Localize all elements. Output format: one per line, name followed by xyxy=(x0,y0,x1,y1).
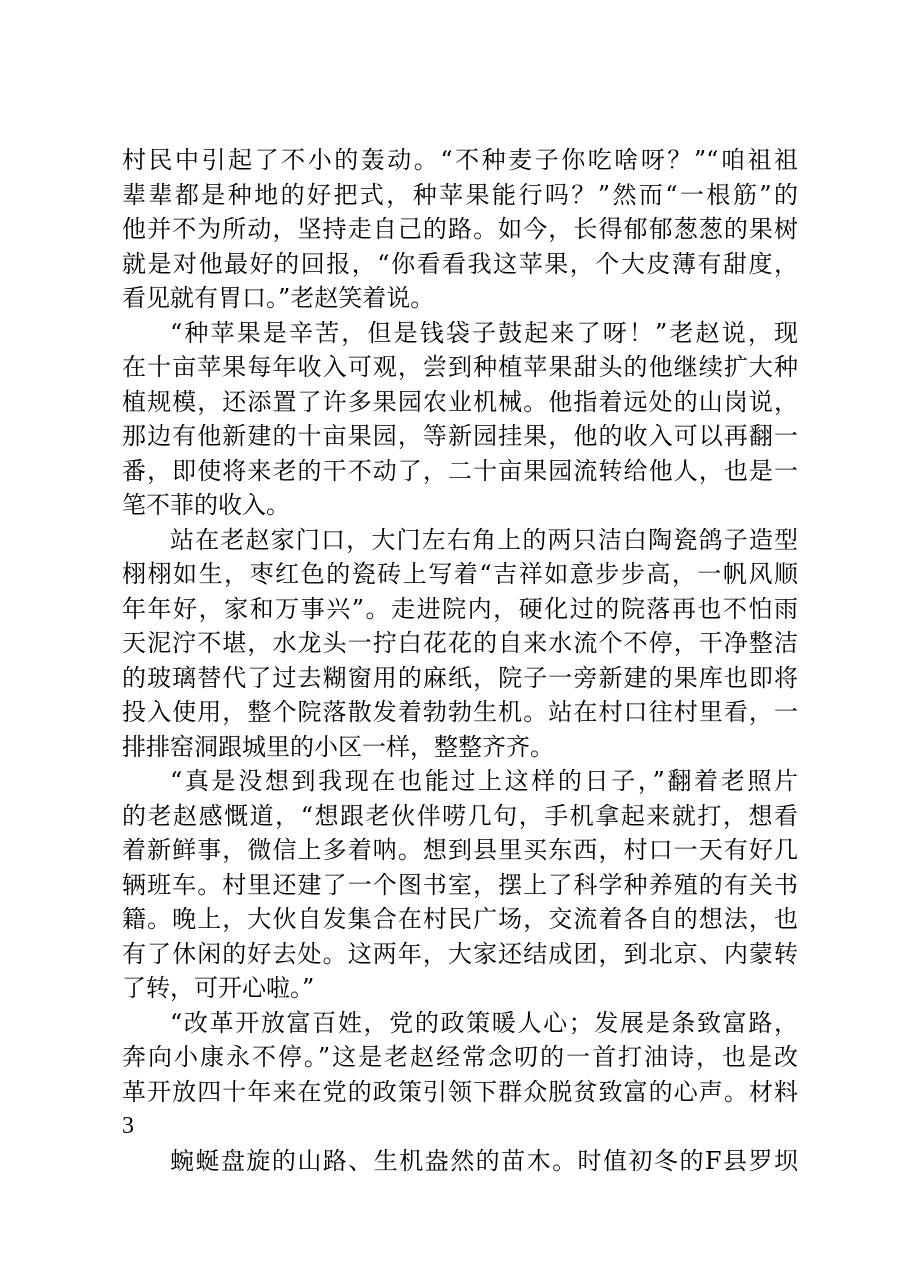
text-line: 辆班车。村里还建了一个图书室，摆上了科学种养殖的有关书 xyxy=(122,870,798,899)
material-number: 3 xyxy=(122,1113,134,1139)
text-line: 那边有他新建的十亩果园，等新园挂果，他的收入可以再翻一 xyxy=(122,422,798,450)
paragraph xyxy=(122,316,798,523)
text-line: 奔向小康永不停。”这是老赵经常念叨的一首打油诗，也是改 xyxy=(122,1043,798,1071)
paragraph xyxy=(122,764,798,1006)
text-line: “改革开放富百姓，党的政策暖人心；发展是条致富路， xyxy=(170,1008,798,1037)
text-line: 村民中引起了不小的轰动。“不种麦子你吃啥呀？”“咱祖祖 xyxy=(122,146,798,174)
text-line: 就是对他最好的回报，“你看看我这苹果，个大皮薄有甜度， xyxy=(122,249,798,278)
paragraph xyxy=(122,523,798,765)
text-line: 辈辈都是种地的好把式，种苹果能行吗？”然而“一根筋”的 xyxy=(122,180,798,209)
document-body xyxy=(122,143,798,1178)
paragraph xyxy=(122,1144,798,1179)
text-line: 笔不菲的收入。 xyxy=(122,491,290,519)
text-line: 栩栩如生，枣红色的瓷砖上写着“吉祥如意步步高，一帆风顺 xyxy=(122,560,798,588)
paragraph xyxy=(122,1006,798,1144)
paragraph xyxy=(122,143,798,316)
text-line: 看见就有胃口。”老赵笑着说。 xyxy=(122,284,435,312)
text-line: 天泥泞不堪，水龙头一拧白花花的自来水流个不停，干净整洁 xyxy=(122,629,798,657)
text-line: 革开放四十年来在党的政策引领下群众脱贫致富的心声。材料 xyxy=(122,1077,798,1106)
text-line: “种苹果是辛苦，但是钱袋子鼓起来了呀！”老赵说，现 xyxy=(170,318,798,347)
text-line: 投入使用，整个院落散发着勃勃生机。站在村口往村里看，一 xyxy=(122,698,798,726)
text-line: 站在老赵家门口，大门左右角上的两只洁白陶瓷鸽子造型 xyxy=(170,525,798,554)
text-line: 有了休闲的好去处。这两年，大家还结成团，到北京、内蒙转 xyxy=(122,939,798,968)
text-line: 蜿蜒盘旋的山路、生机盎然的苗木。时值初冬的F县罗坝 xyxy=(170,1146,798,1175)
text-line: 他并不为所动，坚持走自己的路。如今，长得郁郁葱葱的果树 xyxy=(122,215,798,243)
text-line: 植规模，还添置了许多果园农业机械。他指着远处的山岗说， xyxy=(122,387,798,416)
text-line: 了转，可开心啦。” xyxy=(122,974,315,1002)
text-line: “真是没想到我现在也能过上这样的日子，”翻着老照片 xyxy=(170,767,798,795)
text-line: 的玻璃替代了过去糊窗用的麻纸，院子一旁新建的果库也即将 xyxy=(122,663,798,692)
text-line: 排排窑洞跟城里的小区一样，整整齐齐。 xyxy=(122,732,554,761)
text-line: 在十亩苹果每年收入可观，尝到种植苹果甜头的他继续扩大种 xyxy=(122,353,798,381)
text-line: 番，即使将来老的干不动了，二十亩果园流转给他人，也是一 xyxy=(122,456,798,485)
text-line: 籍。晚上，大伙自发集合在村民广场，交流着各自的想法，也 xyxy=(122,905,798,933)
text-line: 的老赵感慨道，“想跟老伙伴唠几句，手机拿起来就打，想看 xyxy=(122,801,798,830)
text-line: 年年好，家和万事兴”。走进院内，硬化过的院落再也不怕雨 xyxy=(122,594,798,623)
text-line: 着新鲜事，微信上多着呐。想到县里买东西，村口一天有好几 xyxy=(122,836,798,864)
